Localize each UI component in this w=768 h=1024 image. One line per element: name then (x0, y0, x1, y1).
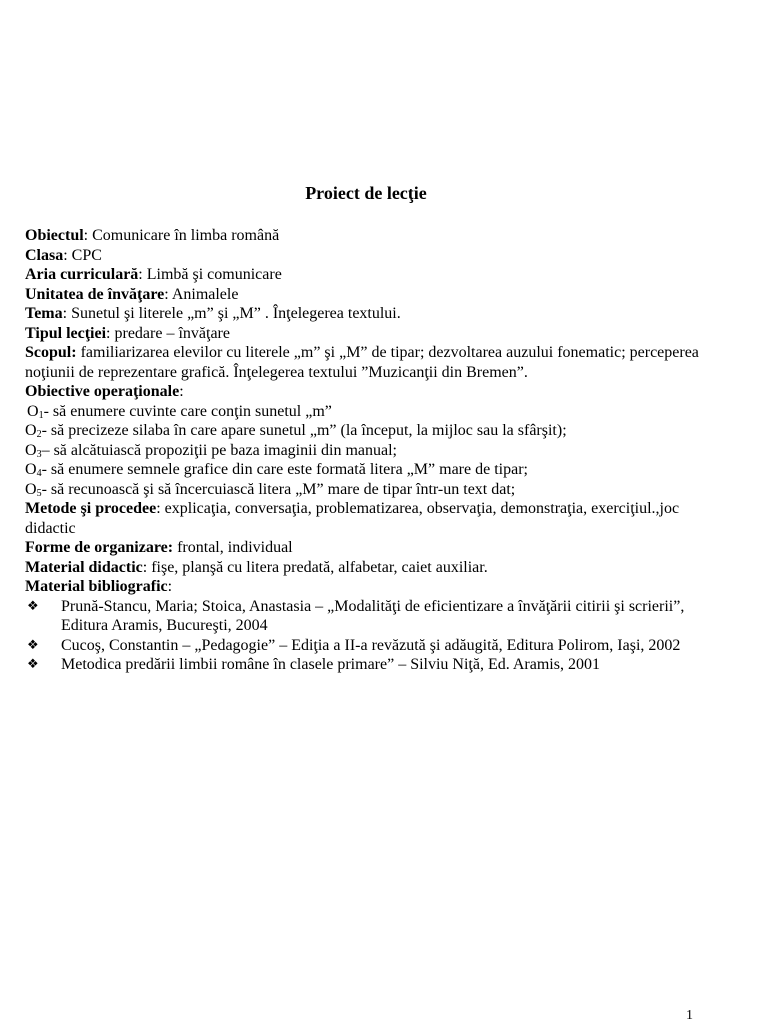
bibliography-text: Prună-Stancu, Maria; Stoica, Anastasia – „Modalităţi de eficientizare a învăţării citirii şi scrierii”, Editura Aramis, Bucureşti, 2004 (61, 597, 685, 634)
field-obiective (25, 382, 725, 402)
field-label: Forme de organizare: (25, 539, 174, 556)
objective-text: - să precizeze silaba în care apare sunetul „m” (la început, la mijloc sau la sfârşit); (41, 422, 567, 439)
field-material-didactic (25, 558, 725, 578)
field-value: : (167, 578, 173, 595)
field-label: Aria curriculară (25, 266, 139, 283)
page-number: 1 (686, 1008, 693, 1023)
objective-item (25, 421, 725, 441)
field-value: frontal, individual (173, 539, 293, 556)
objective-text: - să enumere semnele grafice din care este formată litera „M” mare de tipar; (41, 461, 528, 478)
objectives-list (25, 402, 725, 500)
field-tipul (25, 324, 725, 344)
field-unitatea (25, 285, 725, 305)
objective-prefix: O (27, 402, 39, 420)
bibliography-item (25, 636, 725, 656)
objective-item (25, 480, 725, 500)
field-label: Obiectul (25, 227, 84, 244)
objective-item (25, 402, 725, 422)
objective-text: - să recunoască şi să încercuiască litera „M” mare de tipar într-un text dat; (41, 480, 516, 498)
field-value: : (179, 383, 184, 400)
field-tema (25, 304, 725, 324)
field-value: : predare – învăţare (106, 324, 230, 342)
field-value: : Animalele (164, 285, 239, 303)
field-label: Unitatea de învăţare (25, 285, 165, 303)
objective-index: 1 (38, 409, 44, 421)
field-label: Tema (25, 305, 63, 322)
field-label: Material didactic (25, 558, 143, 576)
field-value: familiarizarea elevilor cu literele „m” şi „M” de tipar; dezvoltarea auzului fonematic; perceperea noţiunii de reprezentare grafică. Înţelegerea textului ”Muzicanţii din Bremen”. (25, 344, 699, 381)
field-metode (25, 499, 725, 538)
diamond-bullet-icon: ❖ (27, 657, 39, 672)
field-obiectul (25, 226, 725, 246)
field-label: Scopul: (25, 344, 77, 361)
field-material-bibliografic (25, 577, 725, 597)
page-title: Proiect de lecţie (305, 183, 427, 203)
objective-index: 5 (36, 487, 42, 499)
field-label: Material bibliografic (25, 578, 168, 595)
diamond-bullet-icon: ❖ (27, 598, 39, 614)
objective-index: 4 (36, 468, 42, 479)
objective-prefix: O (25, 461, 37, 478)
objective-prefix: O (25, 422, 37, 439)
field-clasa (25, 246, 725, 266)
bibliography-list (25, 597, 725, 675)
field-label: Tipul lecţiei (25, 324, 107, 342)
field-aria (25, 265, 725, 285)
field-label: Obiective operaţionale (25, 383, 180, 400)
field-forme (25, 538, 725, 558)
bibliography-text: Cucoş, Constantin – „Pedagogie” – Ediţia a II-a revăzută şi adăugită, Editura Polirom, Iaşi, 2002 (61, 636, 681, 654)
field-label: Clasa (25, 246, 64, 264)
bibliography-item (25, 655, 725, 675)
objective-index: 3 (36, 448, 42, 460)
objective-text: - să enumere cuvinte care conţin sunetul „m” (43, 402, 332, 420)
bibliography-item (25, 597, 725, 636)
lesson-details (25, 226, 725, 675)
field-value: : Comunicare în limba română (83, 227, 280, 244)
objective-text: – să alcătuiască propoziţii pe baza imaginii din manual; (41, 441, 397, 459)
field-value: : Limbă şi comunicare (138, 266, 282, 283)
diamond-bullet-icon: ❖ (27, 637, 39, 653)
bibliography-text: Metodica predării limbii române în clasele primare” – Silviu Niţă, Ed. Aramis, 2001 (61, 656, 600, 673)
objective-item (25, 460, 725, 480)
objective-item (25, 441, 725, 461)
objective-prefix: O (25, 441, 37, 459)
field-value: : fişe, planşă cu litera predată, alfabetar, caiet auxiliar. (142, 558, 488, 576)
field-value: : explicaţia, conversaţia, problematizarea, observaţia, demonstraţia, exerciţiul.,joc didactic (25, 500, 680, 537)
field-value: : CPC (63, 246, 102, 264)
objective-prefix: O (25, 480, 37, 498)
field-value: : Sunetul şi literele „m” şi „M” . Înţelegerea textului. (62, 305, 401, 322)
field-label: Metode şi procedee (25, 500, 157, 517)
objective-index: 2 (36, 429, 42, 440)
field-scopul (25, 343, 725, 382)
